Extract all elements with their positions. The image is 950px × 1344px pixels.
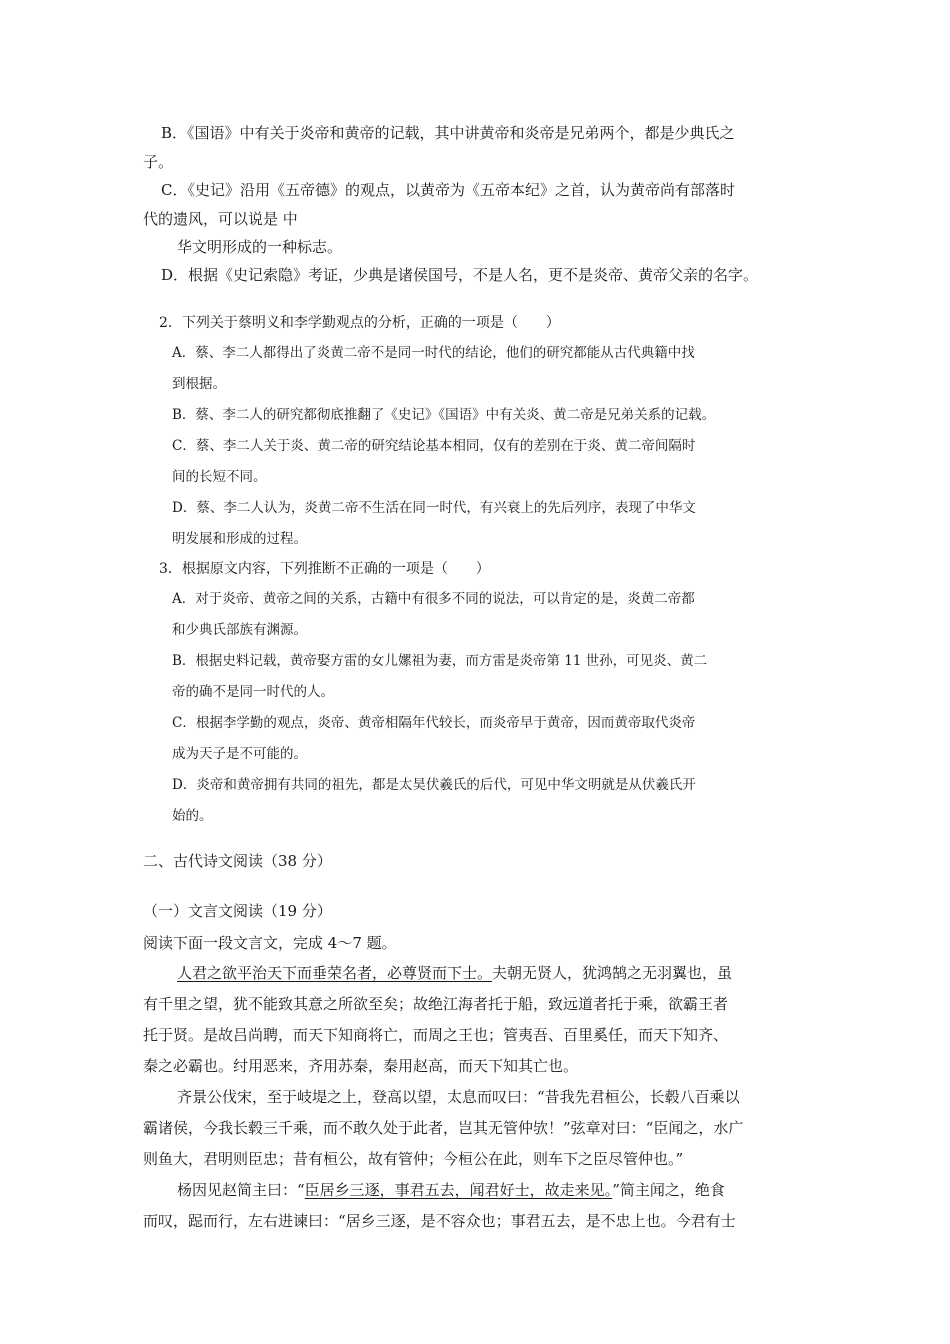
q3-option-a-line2: 和少典氏部族有渊源。 (172, 622, 307, 638)
q3-option-d-line2: 始的。 (172, 808, 213, 824)
q3-option-b-line1: B．根据史料记载，黄帝娶方雷的女儿嫘祖为妻，而方雷是炎帝第 11 世孙，可见炎、黄二 (172, 653, 708, 669)
q3-option-c-line1: C．根据李学勤的观点，炎帝、黄帝相隔年代较长，而炎帝早于黄帝，因而黄帝取代炎帝 (172, 715, 696, 731)
q1-option-c-line1: C．《史记》沿用《五帝德》的观点，以黄帝为《五帝本纪》之首，认为黄帝尚有部落时 (161, 181, 735, 199)
passage-p2-line2: 霸诸侯，今我长毂三千乘，而不敢久处于此者，岂其无管仲欤！”弦章对曰：“臣闻之，水广 (143, 1119, 744, 1137)
sub-section-heading: （一）文言文阅读（19 分） (143, 902, 332, 920)
passage-p3-line2: 而叹，跽而行，左右进谏曰：“居乡三逐，是不容众也；事君五去，是不忠上也。今君有士 (143, 1212, 736, 1230)
q2-option-b-line1: B．蔡、李二人的研究都彻底推翻了《史记》《国语》中有关炎、黄二帝是兄弟关系的记载。 (172, 407, 716, 423)
q3-stem: 3．根据原文内容，下列推断不正确的一项是（ ） (159, 561, 490, 577)
q2-option-d-line1: D．蔡、李二人认为，炎黄二帝不生活在同一时代，有兴衰上的先后列序，表现了中华文 (172, 500, 696, 516)
underlined-sentence-2: 臣居乡三逐，事君五去，闻君好士，故走来见。 (304, 1181, 613, 1199)
q1-option-b-line1: B．《国语》中有关于炎帝和黄帝的记载，其中讲黄帝和炎帝是兄弟两个，都是少典氏之 (161, 124, 735, 142)
q2-option-c-line1: C．蔡、李二人关于炎、黄二帝的研究结论基本相同，仅有的差别在于炎、黄二帝间隔时 (172, 438, 696, 454)
q2-option-d-line2: 明发展和形成的过程。 (172, 531, 307, 547)
passage-p1-line3: 托于贤。是故吕尚聘，而天下知商将亡，而周之王也；管夷吾、百里奚任，而天下知齐、 (143, 1026, 729, 1044)
passage-p1-line1-rest: 夫朝无贤人，犹鸿鹄之无羽翼也，虽 (492, 964, 733, 982)
q1-option-b-line2: 子。 (143, 153, 174, 171)
section-heading: 二、古代诗文阅读（38 分） (143, 852, 332, 870)
q3-option-c-line2: 成为天子是不可能的。 (172, 746, 307, 762)
q3-option-b-line2: 帝的确不是同一时代的人。 (172, 684, 334, 700)
passage-p1-line2: 有千里之望，犹不能致其意之所欲至矣；故绝江海者托于船，致远道者托于乘，欲霸王者 (143, 995, 729, 1013)
q1-option-c-line3: 华文明形成的一种标志。 (177, 238, 343, 256)
q1-option-d-line1: D．根据《史记索隐》考证，少典是诸侯国号，不是人名，更不是炎帝、黄帝父亲的名字。 (161, 266, 759, 284)
q1-option-c-line2: 代的遗风，可以说是 中 (143, 210, 298, 228)
passage-p2-line1: 齐景公伐宋，至于岐堤之上，登高以望，太息而叹曰：“昔我先君桓公，长毂八百乘以 (177, 1088, 740, 1106)
underlined-sentence-1: 人君之欲平治天下而垂荣名者，必尊贤而下士。 (177, 964, 493, 982)
reading-instruction: 阅读下面一段文言文，完成 4～7 题。 (143, 934, 397, 952)
q2-option-c-line2: 间的长短不同。 (172, 469, 267, 485)
passage-p3-line1 (177, 1183, 725, 1198)
passage-p3-prefix: 杨因见赵简主曰：“ (177, 1181, 305, 1199)
q2-stem: 2．下列关于蔡明义和李学勤观点的分析，正确的一项是（ ） (159, 315, 560, 331)
q3-option-d-line1: D．炎帝和黄帝拥有共同的祖先，都是太昊伏羲氏的后代，可见中华文明就是从伏羲氏开 (172, 777, 696, 793)
q2-option-a-line1: A．蔡、李二人都得出了炎黄二帝不是同一时代的结论，他们的研究都能从古代典籍中找 (172, 345, 695, 361)
q2-option-a-line2: 到根据。 (172, 376, 226, 392)
passage-p1-line1 (177, 966, 732, 981)
passage-p3-suffix: ”简主闻之，绝食 (612, 1181, 725, 1199)
passage-p2-line3: 则鱼大，君明则臣忠；昔有桓公，故有管仲；今桓公在此，则车下之臣尽管仲也。” (143, 1150, 684, 1168)
q3-option-a-line1: A．对于炎帝、黄帝之间的关系，古籍中有很多不同的说法，可以肯定的是，炎黄二帝都 (172, 591, 695, 607)
passage-p1-line4: 秦之必霸也。纣用恶来，齐用苏秦，秦用赵高，而天下知其亡也。 (143, 1057, 579, 1075)
